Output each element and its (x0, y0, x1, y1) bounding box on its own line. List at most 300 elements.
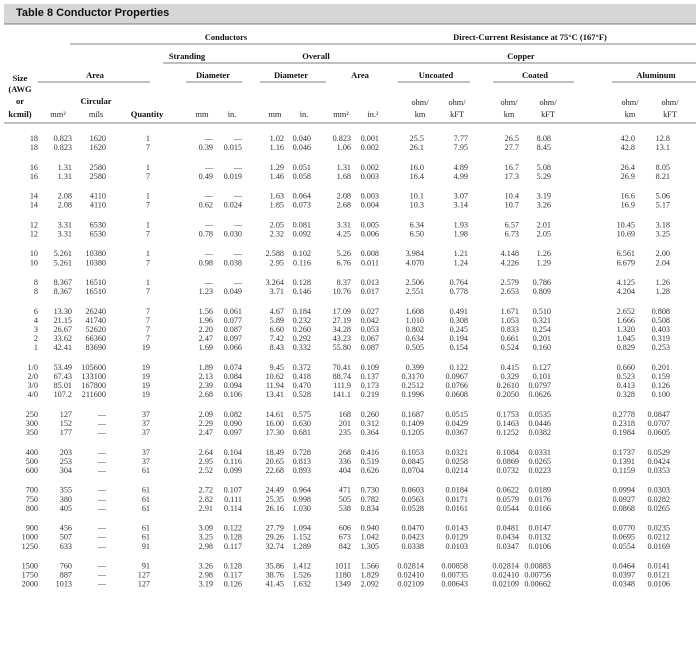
table-cell: 1/0 (27, 362, 38, 372)
table-cell: 4 (33, 315, 38, 325)
table-cell: 2.00 (655, 249, 670, 259)
table-cell: 673 (338, 532, 351, 542)
table-cell: 0.260 (360, 409, 379, 419)
table-cell: 10.3 (409, 200, 424, 210)
table-cell: 0.02814 (492, 561, 519, 571)
table-cell: 1.305 (360, 541, 379, 551)
table-cell: 0.024 (223, 200, 242, 210)
table-cell: 2.551 (405, 287, 424, 297)
table-row (34, 325, 670, 334)
table-cell: 0.128 (223, 532, 242, 542)
unit-al-ohm-km-1: ohm/ (621, 98, 639, 107)
table-cell: 0.528 (292, 390, 311, 400)
table-cell: 29.26 (265, 532, 284, 542)
quantity-label: Quantity (130, 109, 164, 119)
table-cell: 0.038 (223, 258, 242, 268)
table-row (22, 580, 670, 589)
table-cell: 0.834 (360, 503, 379, 513)
table-cell: 2.98 (198, 541, 213, 551)
table-cell: 42.8 (620, 143, 635, 153)
table-cell: 0.137 (360, 372, 379, 381)
table-cell: 0.0132 (528, 532, 551, 542)
table-cell: 2.68 (336, 200, 351, 210)
table-cell: 0.808 (651, 306, 670, 316)
table-cell: 0.008 (360, 249, 379, 259)
table-cell: 1.320 (616, 325, 635, 334)
table-cell: 0.0166 (528, 503, 551, 513)
table-cell: 0.0434 (496, 532, 519, 542)
table-row (30, 134, 670, 143)
table-cell: 3.984 (405, 249, 424, 259)
table-row (26, 486, 670, 495)
table-cell: 0.0424 (647, 456, 670, 466)
table-cell: 0.728 (292, 447, 311, 457)
table-cell: 0.015 (223, 143, 242, 153)
table-cell: 0.0338 (401, 541, 424, 551)
table-cell: 0.004 (360, 200, 379, 210)
table-cell: 1 (145, 220, 150, 230)
unit-mm2: mm² (50, 110, 66, 119)
table-cell: 0.0626 (528, 390, 551, 400)
table-cell: 0.782 (360, 494, 379, 504)
table-cell: 0.046 (292, 143, 311, 153)
table-cell: 12 (29, 220, 38, 230)
table-cell: 10 (29, 249, 38, 259)
table-cell: 0.823 (332, 134, 351, 143)
table-cell: 0.126 (223, 579, 242, 589)
table-cell: 3.71 (269, 287, 284, 297)
table-cell: 0.2778 (612, 409, 635, 419)
table-cell: 2000 (21, 579, 38, 589)
table-cell: 0.104 (223, 447, 242, 457)
table-cell: 24.49 (265, 485, 284, 495)
table-cell: 19 (141, 343, 150, 353)
table-cell: 18 (29, 134, 38, 143)
table-cell: 505 (338, 494, 351, 504)
table-cell: 1.23 (198, 287, 213, 297)
table-cell: 8.08 (536, 134, 551, 143)
table-cell: 380 (59, 494, 72, 504)
table-cell: 600 (25, 466, 38, 475)
table-cell: 18 (29, 143, 38, 153)
table-cell: 0.519 (360, 456, 379, 466)
unit-al-ohm-kft-2: kFT (663, 110, 677, 119)
table-cell: 300 (25, 419, 38, 428)
table-cell: 760 (59, 561, 72, 571)
table-cell: 2.653 (500, 287, 519, 297)
table-cell: 26.67 (53, 325, 72, 334)
table-cell: 0.030 (223, 229, 242, 239)
table-cell: 152 (59, 419, 72, 428)
table-row (22, 562, 670, 571)
table-cell: 1.412 (292, 561, 311, 571)
table-cell: 43.23 (332, 334, 351, 344)
table-row (30, 201, 670, 210)
table-cell: 0.0348 (612, 579, 635, 589)
table-cell: 4110 (89, 200, 106, 210)
table-row (26, 524, 670, 533)
table-row (34, 316, 670, 325)
table-cell: 0.319 (651, 334, 670, 344)
table-cell: 0.067 (360, 334, 379, 344)
table-cell: 1.26 (655, 278, 670, 287)
table-cell: 500 (25, 456, 38, 466)
unit-area-in2: in.² (367, 110, 379, 119)
table-cell: 1.608 (405, 306, 424, 316)
table-cell: 35.86 (265, 561, 284, 571)
table-cell: 0.002 (360, 162, 379, 172)
table-row (26, 495, 670, 504)
table-cell: 6.34 (409, 220, 424, 230)
table-cell: 0.253 (651, 343, 670, 353)
table-cell: 88.74 (332, 372, 351, 381)
table-cell: 0.106 (223, 390, 242, 400)
table-cell: 0.122 (449, 362, 468, 372)
table-cell: 456 (59, 523, 72, 533)
table-cell: 0.510 (532, 306, 551, 316)
table-cell: 13.1 (655, 143, 670, 153)
table-cell: 2.08 (57, 191, 72, 201)
table-cell: 0.0579 (496, 494, 519, 504)
table-cell: 0.127 (532, 362, 551, 372)
table-cell: 1.829 (360, 570, 379, 580)
table-cell: 1 (145, 191, 150, 201)
table-cell: 0.116 (223, 456, 242, 466)
table-cell: 0.328 (616, 390, 635, 400)
table-row (30, 230, 670, 239)
table-cell: 0.00883 (524, 561, 551, 571)
table-cell: 8.05 (655, 162, 670, 172)
unit-uncoated-ohm-km-1: ohm/ (411, 98, 429, 107)
table-cell: 0.786 (532, 278, 551, 287)
table-cell: 0.0603 (401, 485, 424, 495)
table-cell: 127 (59, 409, 72, 419)
table-cell: 0.809 (532, 287, 551, 297)
unit-al-ohm-km-2: km (624, 110, 636, 119)
table-cell: 7 (145, 229, 150, 239)
table-cell: 0.829 (616, 343, 635, 353)
table-cell: 0.332 (292, 343, 311, 353)
table-cell: 4.89 (453, 162, 468, 172)
table-cell: 507 (59, 532, 72, 542)
table-cell: 0.128 (223, 561, 242, 571)
table-cell: 0.778 (449, 287, 468, 297)
table-cell: — (97, 485, 106, 495)
table-cell: 6.57 (504, 220, 519, 230)
table-cell: 3.18 (655, 220, 670, 230)
table-cell: 0.2050 (496, 390, 519, 400)
unit-uncoated-ohm-kft-2: kFT (450, 110, 464, 119)
table-cell: 0.090 (223, 419, 242, 428)
table-cell: — (97, 570, 106, 580)
table-cell: 2.52 (198, 466, 213, 475)
copper-header: Copper (507, 51, 535, 61)
table-cell: 0.117 (223, 570, 242, 580)
table-cell: 355 (59, 485, 72, 495)
table-cell: 0.416 (360, 447, 379, 457)
table-cell: 1.68 (336, 171, 351, 181)
table-cell: 38.76 (265, 570, 284, 580)
table-cell: 2.506 (405, 278, 424, 287)
table-cell: 6 (33, 306, 38, 316)
table-cell: 0.194 (449, 334, 468, 344)
table-cell: 0.0258 (445, 456, 468, 466)
unit-al-ohm-kft-1: ohm/ (661, 98, 679, 107)
table-cell: 1 (145, 162, 150, 172)
table-cell: 42.41 (53, 343, 72, 353)
table-row (26, 466, 670, 475)
table-cell: 3.264 (265, 278, 284, 287)
size-label-3: or (15, 96, 25, 106)
table-row (26, 410, 670, 419)
table-cell: 0.0214 (445, 466, 468, 475)
table-cell: 1.98 (453, 229, 468, 239)
table-cell: 0.0321 (445, 447, 468, 457)
table-cell: — (97, 503, 106, 513)
table-cell: 2.39 (198, 381, 213, 391)
table-cell: 0.0868 (612, 503, 635, 513)
table-cell: 0.064 (292, 191, 311, 201)
table-cell: — (97, 561, 106, 571)
table-cell: 2.08 (57, 200, 72, 210)
table-cell: 0.681 (292, 428, 311, 438)
table-cell: 1250 (21, 541, 38, 551)
table-cell: 0.097 (223, 334, 242, 344)
table-cell: 201 (338, 419, 351, 428)
table-cell: 0.78 (198, 229, 213, 239)
table-cell: 0.470 (292, 381, 311, 391)
table-cell: 0.019 (223, 171, 242, 181)
table-cell: 0.0847 (647, 409, 670, 419)
table-cell: 10.62 (265, 372, 284, 381)
table-cell: 0.2512 (401, 381, 424, 391)
unit-strand-in: in. (227, 110, 237, 119)
table-cell: 5.17 (655, 200, 670, 210)
table-row (22, 533, 670, 542)
table-row (28, 363, 670, 372)
table-cell: 0.128 (292, 278, 311, 287)
table-cell: 0.0235 (647, 523, 670, 533)
table-cell: 42.0 (620, 134, 635, 143)
table-cell: 1.24 (453, 258, 468, 268)
table-cell: 1.094 (292, 523, 311, 533)
table-cell: 1 (145, 249, 150, 259)
table-cell: 3.25 (198, 532, 213, 542)
table-cell: 0.1409 (401, 419, 424, 428)
table-cell: 0.160 (532, 343, 551, 353)
circular-label: Circular (80, 96, 112, 106)
table-cell: 19 (141, 390, 150, 400)
table-cell: 32.74 (265, 541, 284, 551)
table-cell: 19 (141, 372, 150, 381)
table-cell: 12 (29, 229, 38, 239)
unit-strand-mm: mm (195, 110, 209, 119)
unit-overall-mm: mm (268, 110, 282, 119)
table-cell: 0.0528 (401, 503, 424, 513)
table-cell: 0.232 (292, 315, 311, 325)
table-cell: 2.98 (198, 570, 213, 580)
table-cell: 61 (141, 503, 150, 513)
table-cell: 37 (141, 456, 150, 466)
table-cell: 6.60 (269, 325, 284, 334)
table-cell: 4.070 (405, 258, 424, 268)
table-cell: 168 (338, 409, 351, 419)
table-cell: 0.0347 (496, 541, 519, 551)
table-cell: 0.097 (223, 428, 242, 438)
table-cell: 0.39 (198, 143, 213, 153)
table-cell: 14 (29, 200, 38, 210)
table-cell: — (97, 409, 106, 419)
table-cell: 0.254 (532, 325, 551, 334)
table-row (34, 287, 670, 296)
table-cell: 842 (338, 541, 351, 551)
table-cell: 53.49 (53, 362, 72, 372)
table-cell: 0.111 (224, 494, 242, 504)
table-cell: 0.114 (223, 503, 242, 513)
table-cell: 0.2610 (496, 381, 519, 391)
table-cell: 1.526 (292, 570, 311, 580)
table-cell: 8.45 (536, 143, 551, 153)
table-cell: 10.1 (409, 191, 424, 201)
table-cell: 12.8 (655, 134, 670, 143)
table-cell: 0.013 (360, 278, 379, 287)
table-cell: 800 (25, 503, 38, 513)
table-cell: 0.0367 (445, 428, 468, 438)
table-cell: 2580 (89, 171, 106, 181)
table-cell: 22.68 (265, 466, 284, 475)
table-cell: 0.027 (360, 306, 379, 316)
table-cell: 0.042 (360, 315, 379, 325)
table-row (28, 390, 670, 399)
table-cell: 5.261 (53, 258, 72, 268)
table-cell: 0.0106 (528, 541, 551, 551)
table-cell: 2.47 (198, 428, 213, 438)
table-cell: 0.00643 (441, 579, 468, 589)
table-cell: 2.95 (198, 456, 213, 466)
table-cell: 0.0967 (445, 372, 468, 381)
table-row (30, 172, 670, 181)
table-cell: 0.0994 (612, 485, 635, 495)
table-cell: 7 (145, 200, 150, 210)
table-cell: 4.99 (453, 171, 468, 181)
table-row (26, 504, 670, 513)
table-cell: 8.37 (336, 278, 351, 287)
table-cell: 18.49 (265, 447, 284, 457)
table-cell: 0.833 (500, 325, 519, 334)
table-cell: 0.491 (449, 306, 468, 316)
table-cell: 0.040 (292, 134, 311, 143)
table-row (22, 571, 670, 580)
table-cell: 400 (25, 447, 38, 457)
table-cell: 8 (33, 287, 38, 297)
table-cell: 2.47 (198, 334, 213, 344)
table-cell: 8.367 (53, 278, 72, 287)
table-cell: 250 (25, 409, 38, 419)
table-cell: 33.62 (53, 334, 72, 344)
table-cell: 0.49 (198, 171, 213, 181)
table-cell: 0.260 (292, 325, 311, 334)
table-cell: 0.0554 (612, 541, 635, 551)
table-cell: 0.0303 (647, 485, 670, 495)
table-cell: 0.0766 (445, 381, 468, 391)
table-cell: 1.31 (336, 162, 351, 172)
table-cell: 0.418 (292, 372, 311, 381)
table-cell: 3.25 (655, 229, 670, 239)
table-cell: 55.80 (332, 343, 351, 353)
table-cell: 0.813 (292, 456, 311, 466)
table-cell: 10 (29, 258, 38, 268)
table-cell: 3.31 (57, 220, 72, 230)
table-cell: 538 (338, 503, 351, 513)
table-cell: 0.372 (292, 362, 311, 372)
table-cell: 0.0353 (647, 466, 670, 475)
table-cell: 2.08 (336, 191, 351, 201)
table-cell: 0.002 (360, 143, 379, 153)
table-cell: 1.010 (405, 315, 424, 325)
table-cell: 471 (338, 485, 351, 495)
table-cell: 14.61 (265, 409, 284, 419)
table-cell: 0.1984 (612, 428, 635, 438)
table-cell: 16.6 (620, 191, 635, 201)
table-cell: 91 (141, 561, 150, 571)
table-cell: 0.0515 (445, 409, 468, 419)
table-cell: 0.630 (292, 419, 311, 428)
table-cell: 52620 (85, 325, 106, 334)
table-cell: 7 (145, 171, 150, 181)
table-cell: 0.066 (223, 343, 242, 353)
table-cell: 167800 (81, 381, 106, 391)
table-cell: 0.964 (292, 485, 311, 495)
table-cell: 19 (141, 381, 150, 391)
table-cell: 10380 (85, 249, 106, 259)
table-cell: 0.0184 (445, 485, 468, 495)
table-cell: 0.0331 (528, 447, 551, 457)
table-cell: 1.56 (198, 306, 213, 316)
table-cell: 1.671 (500, 306, 519, 316)
table-cell: 0.219 (360, 390, 379, 400)
table-cell: 127 (137, 570, 150, 580)
table-cell: 0.0535 (528, 409, 551, 419)
table-cell: 0.049 (223, 287, 242, 297)
table-cell: — (233, 191, 242, 201)
table-cell: 6.76 (336, 258, 351, 268)
unit-area-mm2: mm² (333, 110, 349, 119)
table-cell: 16.00 (265, 419, 284, 428)
table-cell: 0.0265 (528, 456, 551, 466)
table-cell: 3.07 (453, 191, 468, 201)
table-cell: 2.72 (198, 485, 213, 495)
table-cell: 0.893 (292, 466, 311, 475)
table-cell: 4.226 (500, 258, 519, 268)
table-cell: 14 (29, 191, 38, 201)
table-cell: 0.0121 (647, 570, 670, 580)
table-cell: 0.0171 (445, 494, 468, 504)
unit-overall-in: in. (299, 110, 309, 119)
table-cell: 0.940 (360, 523, 379, 533)
table-cell: 2.579 (500, 278, 519, 287)
table-cell: 0.0189 (528, 485, 551, 495)
table-cell: 0.073 (292, 200, 311, 210)
table-cell: 700 (25, 485, 38, 495)
table-cell: 67.43 (53, 372, 72, 381)
table-cell: 0.1252 (496, 428, 519, 438)
table-cell: 0.003 (360, 191, 379, 201)
table-cell: 7 (145, 334, 150, 344)
table-cell: 0.0927 (612, 494, 635, 504)
table-cell: 1.29 (536, 258, 551, 268)
table-row (26, 428, 670, 437)
table-cell: 0.998 (292, 494, 311, 504)
